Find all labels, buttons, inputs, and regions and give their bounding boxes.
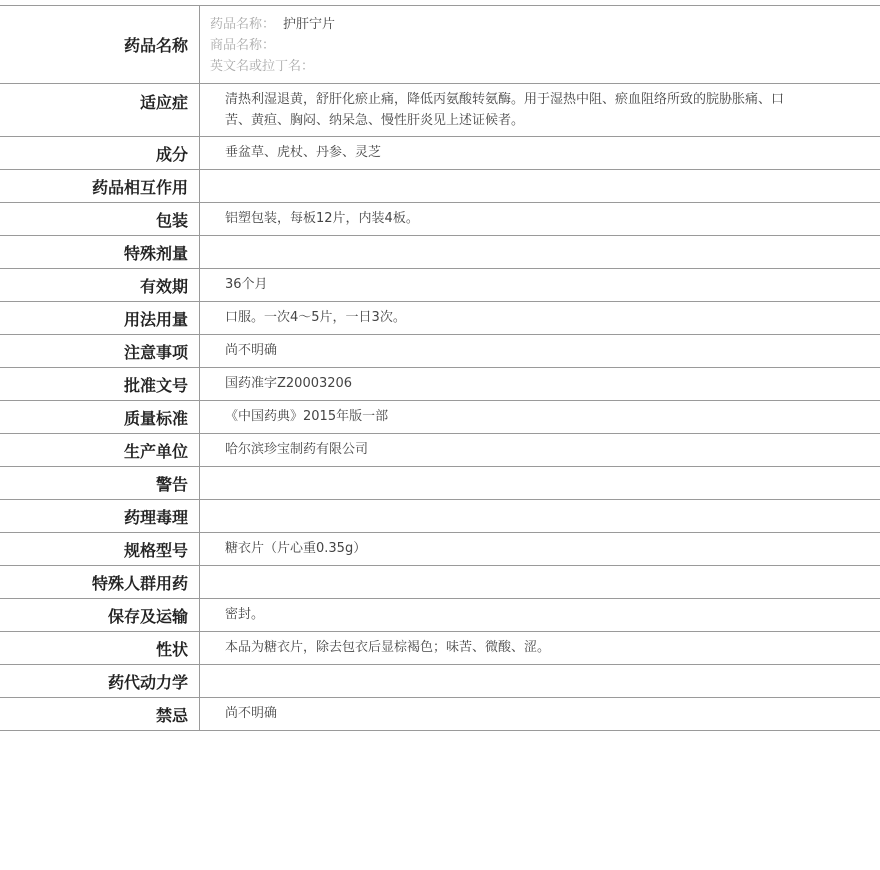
pharmacology-row — [0, 500, 880, 533]
row-value-cell — [200, 500, 880, 532]
trade-name-key: 商品名称： — [210, 38, 276, 53]
drug-info-table — [0, 5, 880, 731]
approval-number-row — [0, 368, 880, 401]
row-value-cell — [200, 632, 880, 664]
contraindications-row — [0, 698, 880, 731]
row-value: 口服。一次4～5片，一日3次。 — [225, 310, 406, 325]
ingredients-row — [0, 137, 880, 170]
row-value-cell — [200, 533, 880, 565]
row-value: 本品为糖衣片，除去包衣后显棕褐色；味苦、微酸、涩。 — [225, 640, 551, 655]
row-value — [225, 511, 305, 522]
specification-row — [0, 533, 880, 566]
name-fields — [200, 6, 335, 83]
indication-row — [0, 84, 880, 137]
dosage-row — [0, 302, 880, 335]
row-value-cell — [200, 665, 880, 697]
appearance-row — [0, 632, 880, 665]
warning-row — [0, 467, 880, 500]
row-label: 生产单位 — [0, 434, 200, 466]
quality-standard-row — [0, 401, 880, 434]
row-label: 有效期 — [0, 269, 200, 301]
generic-name-line — [210, 14, 335, 35]
row-value-cell — [200, 302, 880, 334]
precautions-row — [0, 335, 880, 368]
row-label: 性状 — [0, 632, 200, 664]
row-value-cell — [200, 401, 880, 433]
expiry-row — [0, 269, 880, 302]
row-label: 药理毒理 — [0, 500, 200, 532]
row-value: 铝塑包装，每板12片，内装4板。 — [225, 211, 419, 226]
row-value-cell — [200, 170, 880, 202]
row-value — [225, 247, 305, 258]
manufacturer-row — [0, 434, 880, 467]
row-label: 药代动力学 — [0, 665, 200, 697]
row-label: 注意事项 — [0, 335, 200, 367]
row-value-cell — [200, 368, 880, 400]
row-value: 清热利湿退黄，舒肝化瘀止痛，降低丙氨酸转氨酶。用于湿热中阻、瘀血阻络所致的脘胁胀痛、口苦、黄疸、胸闷、纳呆急、慢性肝炎见上述证候者。 — [225, 92, 785, 128]
row-label: 特殊剂量 — [0, 236, 200, 268]
latin-name-line — [210, 56, 335, 77]
interactions-row — [0, 170, 880, 203]
row-label: 用法用量 — [0, 302, 200, 334]
row-value-cell — [200, 335, 880, 367]
row-value — [225, 478, 305, 489]
row-value: 国药准字Z20003206 — [225, 376, 353, 391]
row-value-cell — [200, 434, 880, 466]
row-label: 包装 — [0, 203, 200, 235]
row-value: 糖衣片（片心重0.35g） — [225, 541, 367, 556]
row-value: 密封。 — [225, 607, 265, 622]
row-value: 尚不明确 — [225, 343, 278, 358]
row-value-cell — [200, 137, 880, 169]
packaging-row — [0, 203, 880, 236]
row-value-cell — [200, 84, 880, 136]
row-label: 批准文号 — [0, 368, 200, 400]
row-value: 《中国药典》2015年版一部 — [225, 409, 389, 424]
row-value-cell — [200, 599, 880, 631]
row-value: 垂盆草、虎杖、丹参、灵芝 — [225, 145, 382, 160]
special-population-row — [0, 566, 880, 599]
row-label: 禁忌 — [0, 698, 200, 730]
row-value-cell — [200, 566, 880, 598]
name-row — [0, 6, 880, 84]
row-label: 药品相互作用 — [0, 170, 200, 202]
row-label: 质量标准 — [0, 401, 200, 433]
row-label: 警告 — [0, 467, 200, 499]
row-label: 保存及运输 — [0, 599, 200, 631]
trade-name-line — [210, 35, 335, 56]
storage-row — [0, 599, 880, 632]
latin-name-key: 英文名或拉丁名： — [210, 59, 315, 74]
row-value-cell — [200, 698, 880, 730]
special-dosage-row — [0, 236, 880, 269]
row-value: 尚不明确 — [225, 706, 278, 721]
row-value: 哈尔滨珍宝制药有限公司 — [225, 442, 369, 457]
row-value — [225, 676, 305, 687]
row-label: 规格型号 — [0, 533, 200, 565]
pharmacokinetics-row — [0, 665, 880, 698]
row-label: 适应症 — [0, 84, 200, 136]
row-value-cell — [200, 467, 880, 499]
row-value — [225, 181, 305, 192]
row-value: 36个月 — [225, 277, 268, 292]
row-value-cell — [200, 203, 880, 235]
row-label: 成分 — [0, 137, 200, 169]
row-value-cell — [200, 236, 880, 268]
row-label: 特殊人群用药 — [0, 566, 200, 598]
row-value-cell — [200, 269, 880, 301]
row-value — [225, 577, 305, 588]
generic-name-value: 护肝宁片 — [283, 17, 336, 32]
name-label: 药品名称 — [0, 6, 200, 83]
generic-name-key: 药品名称： — [210, 17, 276, 32]
